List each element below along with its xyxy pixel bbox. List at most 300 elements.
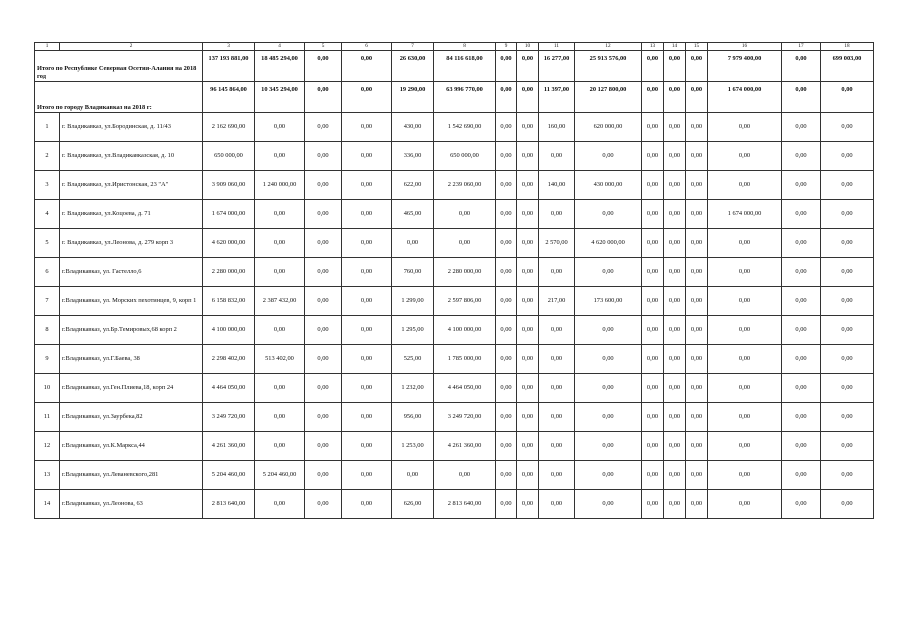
column-number-cell: 13 xyxy=(642,43,664,51)
column-number-cell: 15 xyxy=(686,43,708,51)
column-number-cell: 9 xyxy=(496,43,517,51)
value-cell: 0,00 xyxy=(496,403,517,432)
value-cell: 0,00 xyxy=(342,171,392,200)
value-cell: 2 280 000,00 xyxy=(203,258,255,287)
value-cell: 0,00 xyxy=(305,113,342,142)
value-cell: 0,00 xyxy=(708,374,782,403)
value-cell: 0,00 xyxy=(821,171,874,200)
column-number-cell: 10 xyxy=(517,43,539,51)
value-cell: 4 620 000,00 xyxy=(203,229,255,258)
value-cell: 0,00 xyxy=(686,432,708,461)
total-value-cell: 84 116 618,00 xyxy=(434,51,496,82)
value-cell: 0,00 xyxy=(575,200,642,229)
value-cell: 0,00 xyxy=(686,490,708,519)
column-number-cell: 4 xyxy=(255,43,305,51)
table-row xyxy=(35,403,874,432)
column-number-cell: 11 xyxy=(539,43,575,51)
value-cell: 0,00 xyxy=(821,461,874,490)
row-number-cell: 14 xyxy=(35,490,60,519)
value-cell: 0,00 xyxy=(782,403,821,432)
value-cell: 2 280 000,00 xyxy=(434,258,496,287)
address-cell: г.Владикавказ, ул. Гастелло,6 xyxy=(60,258,203,287)
total-value-cell: 11 397,00 xyxy=(539,82,575,113)
value-cell: 0,00 xyxy=(708,461,782,490)
value-cell: 0,00 xyxy=(575,432,642,461)
total-value-cell: 0,00 xyxy=(517,51,539,82)
row-number-cell: 10 xyxy=(35,374,60,403)
value-cell: 0,00 xyxy=(642,403,664,432)
value-cell: 1 674 000,00 xyxy=(708,200,782,229)
value-cell: 0,00 xyxy=(496,258,517,287)
value-cell: 1 674 000,00 xyxy=(203,200,255,229)
row-number-cell: 5 xyxy=(35,229,60,258)
value-cell: 0,00 xyxy=(708,142,782,171)
value-cell: 0,00 xyxy=(517,287,539,316)
value-cell: 0,00 xyxy=(642,258,664,287)
value-cell: 0,00 xyxy=(664,403,686,432)
value-cell: 0,00 xyxy=(708,345,782,374)
value-cell: 0,00 xyxy=(708,171,782,200)
total-value-cell: 0,00 xyxy=(664,51,686,82)
row-number-cell: 9 xyxy=(35,345,60,374)
value-cell: 3 249 720,00 xyxy=(434,403,496,432)
value-cell: 622,00 xyxy=(392,171,434,200)
value-cell: 0,00 xyxy=(664,461,686,490)
value-cell: 0,00 xyxy=(517,171,539,200)
value-cell: 0,00 xyxy=(821,316,874,345)
value-cell: 0,00 xyxy=(575,258,642,287)
value-cell: 0,00 xyxy=(539,142,575,171)
value-cell: 4 620 000,00 xyxy=(575,229,642,258)
total-value-cell: 0,00 xyxy=(496,51,517,82)
value-cell: 0,00 xyxy=(434,200,496,229)
value-cell: 0,00 xyxy=(305,287,342,316)
column-number-cell: 3 xyxy=(203,43,255,51)
value-cell: 2 239 060,00 xyxy=(434,171,496,200)
value-cell: 0,00 xyxy=(686,142,708,171)
column-number-cell: 12 xyxy=(575,43,642,51)
value-cell: 0,00 xyxy=(496,490,517,519)
value-cell: 0,00 xyxy=(255,374,305,403)
value-cell: 0,00 xyxy=(496,316,517,345)
value-cell: 1 542 690,00 xyxy=(434,113,496,142)
value-cell: 0,00 xyxy=(342,287,392,316)
value-cell: 0,00 xyxy=(642,229,664,258)
value-cell: 0,00 xyxy=(686,171,708,200)
value-cell: 0,00 xyxy=(305,142,342,171)
value-cell: 0,00 xyxy=(642,432,664,461)
value-cell: 0,00 xyxy=(496,374,517,403)
value-cell: 0,00 xyxy=(255,316,305,345)
value-cell: 0,00 xyxy=(517,461,539,490)
value-cell: 5 204 460,00 xyxy=(203,461,255,490)
value-cell: 0,00 xyxy=(686,287,708,316)
value-cell: 4 464 050,00 xyxy=(434,374,496,403)
column-number-cell: 5 xyxy=(305,43,342,51)
table-row xyxy=(35,287,874,316)
value-cell: 0,00 xyxy=(664,142,686,171)
value-cell: 0,00 xyxy=(821,345,874,374)
value-cell: 4 100 000,00 xyxy=(203,316,255,345)
value-cell: 0,00 xyxy=(539,432,575,461)
row-number-cell: 2 xyxy=(35,142,60,171)
value-cell: 0,00 xyxy=(539,258,575,287)
total-value-cell: 0,00 xyxy=(686,82,708,113)
value-cell: 0,00 xyxy=(305,200,342,229)
address-cell: г.Владикавказ, ул.Ген.Плиева,18, корп 24 xyxy=(60,374,203,403)
total-value-cell: 0,00 xyxy=(686,51,708,82)
value-cell: 140,00 xyxy=(539,171,575,200)
value-cell: 0,00 xyxy=(782,229,821,258)
value-cell: 1 785 000,00 xyxy=(434,345,496,374)
value-cell: 0,00 xyxy=(255,258,305,287)
value-cell: 0,00 xyxy=(686,229,708,258)
value-cell: 956,00 xyxy=(392,403,434,432)
value-cell: 0,00 xyxy=(782,113,821,142)
value-cell: 4 261 360,00 xyxy=(203,432,255,461)
value-cell: 0,00 xyxy=(517,316,539,345)
table-row xyxy=(35,171,874,200)
value-cell: 513 402,00 xyxy=(255,345,305,374)
address-cell: г.Владикавказ, ул.К.Маркса,44 xyxy=(60,432,203,461)
table-row xyxy=(35,374,874,403)
value-cell: 0,00 xyxy=(305,345,342,374)
value-cell: 0,00 xyxy=(392,229,434,258)
value-cell: 0,00 xyxy=(342,316,392,345)
value-cell: 0,00 xyxy=(255,432,305,461)
value-cell: 2 298 402,00 xyxy=(203,345,255,374)
value-cell: 173 600,00 xyxy=(575,287,642,316)
value-cell: 0,00 xyxy=(342,113,392,142)
value-cell: 0,00 xyxy=(821,432,874,461)
total-value-cell: 10 345 294,00 xyxy=(255,82,305,113)
value-cell: 0,00 xyxy=(642,374,664,403)
row-number-cell: 3 xyxy=(35,171,60,200)
value-cell: 0,00 xyxy=(539,461,575,490)
value-cell: 0,00 xyxy=(664,113,686,142)
value-cell: 0,00 xyxy=(642,490,664,519)
value-cell: 4 261 360,00 xyxy=(434,432,496,461)
value-cell: 0,00 xyxy=(539,403,575,432)
value-cell: 0,00 xyxy=(342,461,392,490)
column-number-cell: 6 xyxy=(342,43,392,51)
value-cell: 1 240 000,00 xyxy=(255,171,305,200)
value-cell: 6 158 832,00 xyxy=(203,287,255,316)
address-cell: г. Владикавказ, ул.Иристонская, 23 "А" xyxy=(60,171,203,200)
value-cell: 2 570,00 xyxy=(539,229,575,258)
value-cell: 0,00 xyxy=(708,258,782,287)
value-cell: 0,00 xyxy=(821,200,874,229)
value-cell: 0,00 xyxy=(686,258,708,287)
value-cell: 3 249 720,00 xyxy=(203,403,255,432)
column-number-cell: 17 xyxy=(782,43,821,51)
address-cell: г. Владикавказ, ул.Леонова, д. 279 корп 3 xyxy=(60,229,203,258)
value-cell: 0,00 xyxy=(342,142,392,171)
row-number-cell: 13 xyxy=(35,461,60,490)
total-value-cell: 1 674 000,00 xyxy=(708,82,782,113)
value-cell: 0,00 xyxy=(342,200,392,229)
value-cell: 0,00 xyxy=(686,374,708,403)
value-cell: 0,00 xyxy=(708,229,782,258)
value-cell: 0,00 xyxy=(496,113,517,142)
table-row xyxy=(35,461,874,490)
value-cell: 0,00 xyxy=(708,432,782,461)
table-row xyxy=(35,258,874,287)
row-number-cell: 12 xyxy=(35,432,60,461)
value-cell: 0,00 xyxy=(517,229,539,258)
value-cell: 0,00 xyxy=(782,432,821,461)
total-value-cell: 63 996 770,00 xyxy=(434,82,496,113)
value-cell: 0,00 xyxy=(708,287,782,316)
value-cell: 0,00 xyxy=(664,490,686,519)
table-row xyxy=(35,142,874,171)
value-cell: 0,00 xyxy=(305,229,342,258)
total-value-cell: 0,00 xyxy=(517,82,539,113)
total-value-cell: 96 145 864,00 xyxy=(203,82,255,113)
value-cell: 0,00 xyxy=(686,200,708,229)
value-cell: 0,00 xyxy=(517,200,539,229)
value-cell: 760,00 xyxy=(392,258,434,287)
value-cell: 1 299,00 xyxy=(392,287,434,316)
value-cell: 0,00 xyxy=(575,316,642,345)
total-value-cell: 0,00 xyxy=(664,82,686,113)
value-cell: 0,00 xyxy=(342,229,392,258)
column-number-cell: 16 xyxy=(708,43,782,51)
value-cell: 0,00 xyxy=(686,113,708,142)
total-value-cell: 0,00 xyxy=(496,82,517,113)
value-cell: 0,00 xyxy=(642,113,664,142)
value-cell: 0,00 xyxy=(342,258,392,287)
row-number-cell: 4 xyxy=(35,200,60,229)
address-cell: г.Владикавказ, ул.Г.Баева, 38 xyxy=(60,345,203,374)
value-cell: 0,00 xyxy=(686,461,708,490)
row-number-cell: 8 xyxy=(35,316,60,345)
column-number-cell: 8 xyxy=(434,43,496,51)
value-cell: 0,00 xyxy=(517,142,539,171)
column-number-row xyxy=(35,43,874,51)
total-value-cell: 0,00 xyxy=(642,51,664,82)
value-cell: 620 000,00 xyxy=(575,113,642,142)
value-cell: 626,00 xyxy=(392,490,434,519)
value-cell: 0,00 xyxy=(664,432,686,461)
value-cell: 0,00 xyxy=(517,258,539,287)
value-cell: 0,00 xyxy=(342,490,392,519)
value-cell: 0,00 xyxy=(434,461,496,490)
total-value-cell: 137 193 881,00 xyxy=(203,51,255,82)
total-row xyxy=(35,51,874,82)
column-number-cell: 18 xyxy=(821,43,874,51)
table-row xyxy=(35,490,874,519)
value-cell: 0,00 xyxy=(539,490,575,519)
row-number-cell: 11 xyxy=(35,403,60,432)
value-cell: 2 813 640,00 xyxy=(434,490,496,519)
total-value-cell: 7 979 400,00 xyxy=(708,51,782,82)
value-cell: 0,00 xyxy=(342,374,392,403)
value-cell: 0,00 xyxy=(575,142,642,171)
value-cell: 465,00 xyxy=(392,200,434,229)
value-cell: 0,00 xyxy=(539,316,575,345)
value-cell: 0,00 xyxy=(575,403,642,432)
value-cell: 430 000,00 xyxy=(575,171,642,200)
value-cell: 217,00 xyxy=(539,287,575,316)
value-cell: 0,00 xyxy=(708,403,782,432)
table-row xyxy=(35,316,874,345)
value-cell: 0,00 xyxy=(305,374,342,403)
value-cell: 0,00 xyxy=(664,200,686,229)
value-cell: 0,00 xyxy=(305,403,342,432)
total-value-cell: 18 485 294,00 xyxy=(255,51,305,82)
value-cell: 0,00 xyxy=(517,432,539,461)
total-label: Итого по городу Владикавказ на 2018 г: xyxy=(35,82,203,113)
column-number-cell: 14 xyxy=(664,43,686,51)
value-cell: 0,00 xyxy=(496,287,517,316)
value-cell: 0,00 xyxy=(496,461,517,490)
value-cell: 0,00 xyxy=(642,316,664,345)
value-cell: 430,00 xyxy=(392,113,434,142)
value-cell: 0,00 xyxy=(642,142,664,171)
value-cell: 0,00 xyxy=(642,171,664,200)
address-cell: г. Владикавказ, ул.Коцоева, д. 71 xyxy=(60,200,203,229)
address-cell: г.Владикавказ, ул.Леваневского,281 xyxy=(60,461,203,490)
value-cell: 5 204 460,00 xyxy=(255,461,305,490)
total-value-cell: 25 913 576,00 xyxy=(575,51,642,82)
table-row xyxy=(35,113,874,142)
value-cell: 0,00 xyxy=(664,374,686,403)
total-value-cell: 19 290,00 xyxy=(392,82,434,113)
column-number-cell: 1 xyxy=(35,43,60,51)
value-cell: 0,00 xyxy=(821,374,874,403)
value-cell: 0,00 xyxy=(782,287,821,316)
value-cell: 0,00 xyxy=(664,258,686,287)
value-cell: 0,00 xyxy=(342,432,392,461)
value-cell: 0,00 xyxy=(782,171,821,200)
value-cell: 0,00 xyxy=(305,258,342,287)
table-row xyxy=(35,229,874,258)
value-cell: 0,00 xyxy=(496,200,517,229)
value-cell: 2 597 806,00 xyxy=(434,287,496,316)
value-cell: 0,00 xyxy=(255,490,305,519)
value-cell: 160,00 xyxy=(539,113,575,142)
address-cell: г. Владикавказ, ул.Бородинская, д. 11/43 xyxy=(60,113,203,142)
table-row xyxy=(35,345,874,374)
value-cell: 0,00 xyxy=(782,490,821,519)
value-cell: 0,00 xyxy=(708,113,782,142)
value-cell: 0,00 xyxy=(496,432,517,461)
address-cell: г.Владикавказ, ул.Заурбека,82 xyxy=(60,403,203,432)
value-cell: 0,00 xyxy=(305,171,342,200)
value-cell: 0,00 xyxy=(575,490,642,519)
value-cell: 0,00 xyxy=(496,229,517,258)
value-cell: 0,00 xyxy=(821,142,874,171)
value-cell: 1 295,00 xyxy=(392,316,434,345)
value-cell: 0,00 xyxy=(539,200,575,229)
total-value-cell: 26 630,00 xyxy=(392,51,434,82)
value-cell: 0,00 xyxy=(664,287,686,316)
row-number-cell: 7 xyxy=(35,287,60,316)
value-cell: 0,00 xyxy=(305,461,342,490)
value-cell: 0,00 xyxy=(664,229,686,258)
value-cell: 0,00 xyxy=(642,200,664,229)
value-cell: 0,00 xyxy=(496,345,517,374)
value-cell: 0,00 xyxy=(517,403,539,432)
value-cell: 0,00 xyxy=(255,142,305,171)
value-cell: 0,00 xyxy=(342,345,392,374)
value-cell: 0,00 xyxy=(821,229,874,258)
value-cell: 4 464 050,00 xyxy=(203,374,255,403)
table-row xyxy=(35,432,874,461)
value-cell: 0,00 xyxy=(821,258,874,287)
value-cell: 0,00 xyxy=(255,229,305,258)
value-cell: 0,00 xyxy=(517,345,539,374)
total-row xyxy=(35,82,874,113)
value-cell: 0,00 xyxy=(821,113,874,142)
value-cell: 0,00 xyxy=(496,142,517,171)
row-number-cell: 1 xyxy=(35,113,60,142)
value-cell: 0,00 xyxy=(539,345,575,374)
address-cell: г.Владикавказ, ул. Морских пехотинцев, 9, корп 1 xyxy=(60,287,203,316)
total-value-cell: 0,00 xyxy=(342,82,392,113)
value-cell: 2 387 432,00 xyxy=(255,287,305,316)
value-cell: 0,00 xyxy=(708,490,782,519)
total-value-cell: 16 277,00 xyxy=(539,51,575,82)
value-cell: 336,00 xyxy=(392,142,434,171)
value-cell: 0,00 xyxy=(782,461,821,490)
column-number-cell: 2 xyxy=(60,43,203,51)
value-cell: 0,00 xyxy=(305,432,342,461)
column-number-cell: 7 xyxy=(392,43,434,51)
value-cell: 0,00 xyxy=(434,229,496,258)
value-cell: 0,00 xyxy=(255,403,305,432)
value-cell: 0,00 xyxy=(305,490,342,519)
row-number-cell: 6 xyxy=(35,258,60,287)
value-cell: 0,00 xyxy=(255,113,305,142)
value-cell: 0,00 xyxy=(782,142,821,171)
value-cell: 2 813 640,00 xyxy=(203,490,255,519)
table-row xyxy=(35,200,874,229)
total-value-cell: 699 003,00 xyxy=(821,51,874,82)
value-cell: 0,00 xyxy=(517,490,539,519)
value-cell: 0,00 xyxy=(821,403,874,432)
address-cell: г.Владикавказ, ул.Леонова, 63 xyxy=(60,490,203,519)
value-cell: 0,00 xyxy=(642,461,664,490)
value-cell: 0,00 xyxy=(782,316,821,345)
address-cell: г. Владикавказ, ул.Владикавказская, д. 10 xyxy=(60,142,203,171)
value-cell: 2 162 690,00 xyxy=(203,113,255,142)
value-cell: 0,00 xyxy=(686,345,708,374)
value-cell: 0,00 xyxy=(305,316,342,345)
value-cell: 0,00 xyxy=(575,461,642,490)
value-cell: 0,00 xyxy=(782,258,821,287)
total-value-cell: 0,00 xyxy=(782,51,821,82)
value-cell: 0,00 xyxy=(575,374,642,403)
value-cell: 4 100 000,00 xyxy=(434,316,496,345)
total-value-cell: 20 127 800,00 xyxy=(575,82,642,113)
total-value-cell: 0,00 xyxy=(342,51,392,82)
value-cell: 0,00 xyxy=(255,200,305,229)
value-cell: 0,00 xyxy=(686,403,708,432)
total-label: Итого по Республике Северная Осетия-Алания на 2018 год xyxy=(35,51,203,82)
value-cell: 0,00 xyxy=(517,113,539,142)
value-cell: 0,00 xyxy=(575,345,642,374)
value-cell: 0,00 xyxy=(392,461,434,490)
value-cell: 0,00 xyxy=(664,345,686,374)
value-cell: 0,00 xyxy=(664,316,686,345)
value-cell: 0,00 xyxy=(782,374,821,403)
value-cell: 650 000,00 xyxy=(203,142,255,171)
total-value-cell: 0,00 xyxy=(782,82,821,113)
total-value-cell: 0,00 xyxy=(821,82,874,113)
total-value-cell: 0,00 xyxy=(305,51,342,82)
